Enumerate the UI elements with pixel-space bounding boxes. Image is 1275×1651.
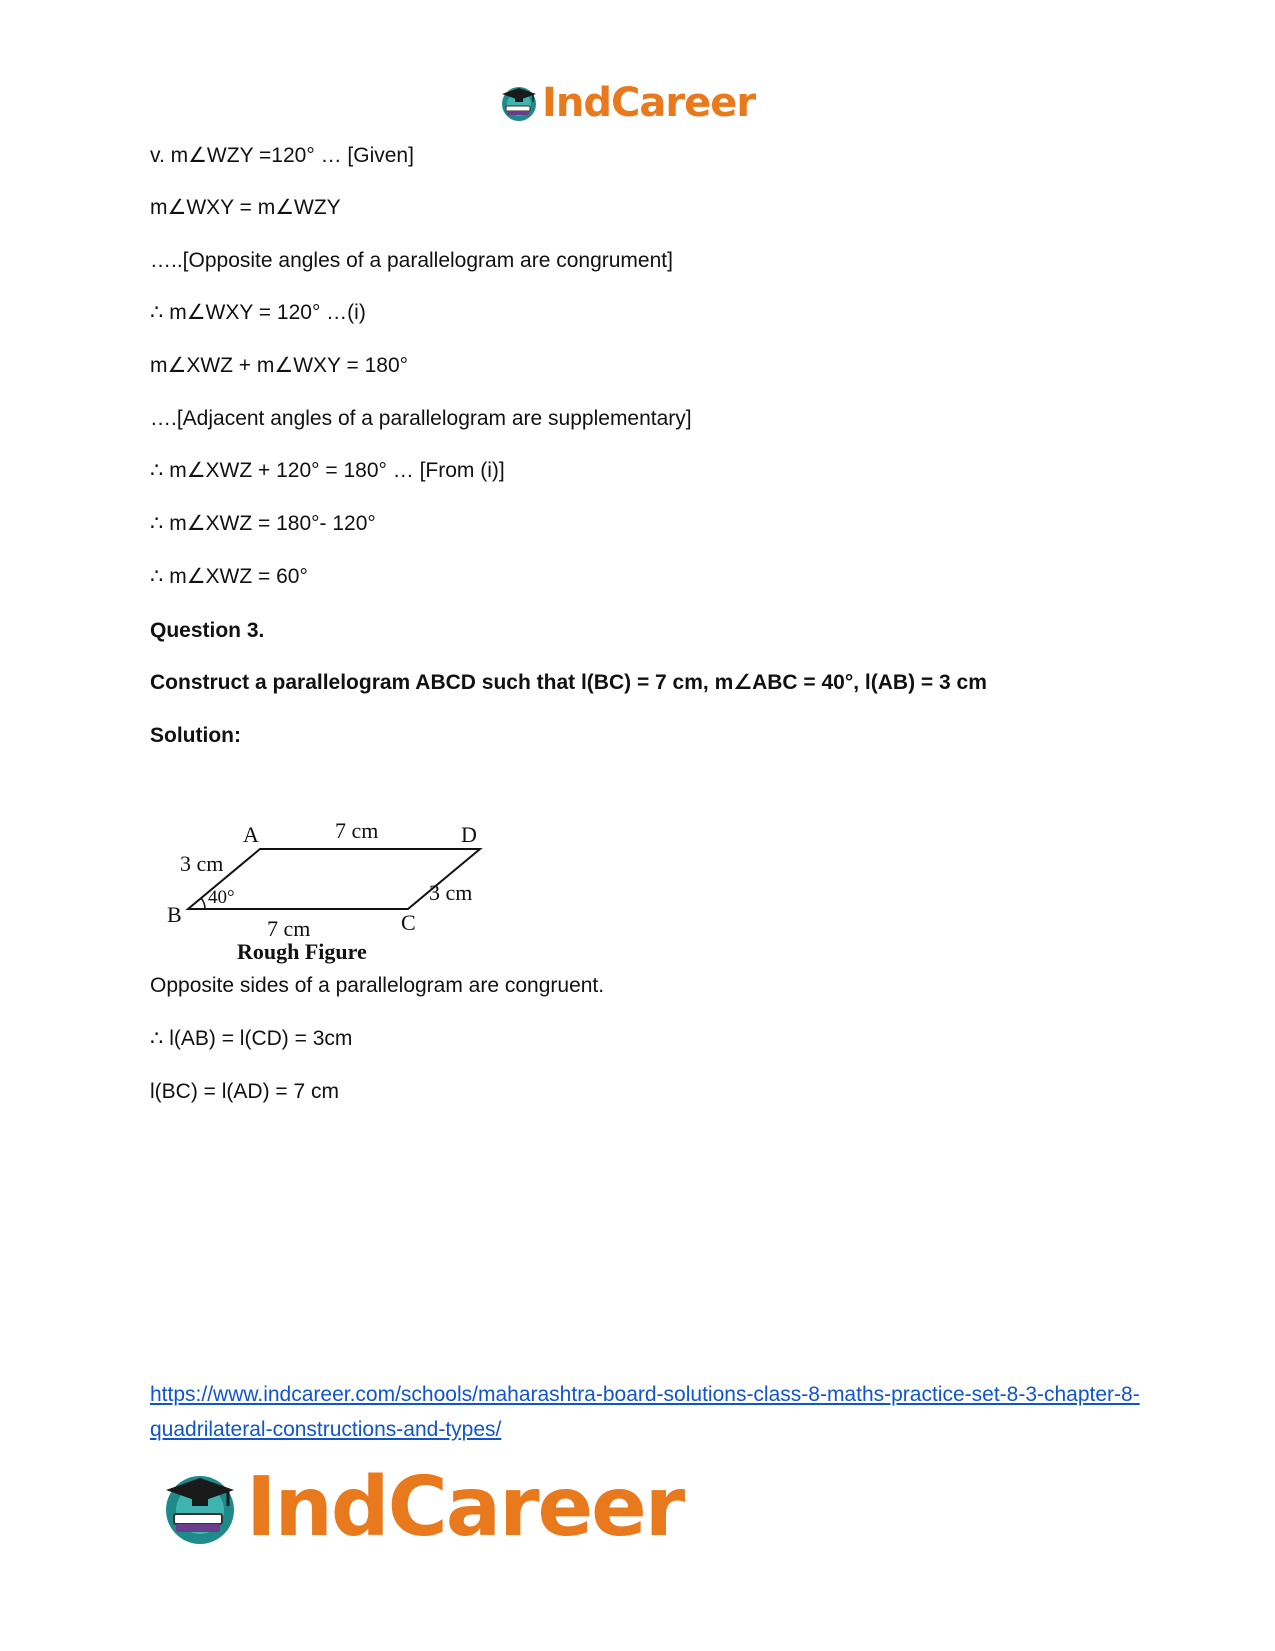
question-text: Construct a parallelogram ABCD such that l(BC) = 7 cm, m∠ABC = 40°, l(AB) = 3 cm bbox=[150, 671, 987, 694]
solution-label: Solution: bbox=[150, 724, 241, 747]
text-line: …..[Opposite angles of a parallelogram are congrument] bbox=[150, 249, 673, 272]
rough-figure-parallelogram bbox=[165, 812, 505, 972]
side-label-bottom: 7 cm bbox=[267, 916, 311, 941]
text-line: Opposite sides of a parallelogram are congruent. bbox=[150, 974, 605, 997]
side-label-left: 3 cm bbox=[180, 851, 224, 876]
side-label-right: 3 cm bbox=[429, 880, 473, 905]
text-line: m∠XWZ + m∠WXY = 180° bbox=[150, 354, 409, 377]
vertex-label-d: D bbox=[461, 822, 477, 847]
text-line: ∴ m∠XWZ = 60° bbox=[150, 565, 308, 588]
text-line: ∴ m∠WXY = 120° …(i) bbox=[150, 301, 366, 324]
text-line: l(BC) = l(AD) = 7 cm bbox=[150, 1080, 340, 1103]
text-line: ∴ l(AB) = l(CD) = 3cm bbox=[150, 1027, 353, 1050]
graduation-globe-icon bbox=[158, 1466, 242, 1550]
angle-label: 40° bbox=[208, 887, 235, 908]
figure-caption: Rough Figure bbox=[237, 939, 367, 964]
angle-arc bbox=[201, 898, 205, 909]
text-line: ∴ m∠XWZ = 180°- 120° bbox=[150, 512, 376, 535]
vertex-label-c: C bbox=[401, 910, 416, 935]
text-line: v. m∠WZY =120° … [Given] bbox=[150, 144, 414, 167]
graduation-globe-icon bbox=[498, 82, 540, 124]
header-logo bbox=[498, 78, 755, 128]
text-line: m∠WXY = m∠WZY bbox=[150, 196, 341, 219]
vertex-label-b: B bbox=[167, 902, 182, 927]
footer-logo-text: IndCareer bbox=[246, 1460, 684, 1555]
text-line: ….[Adjacent angles of a parallelogram are supplementary] bbox=[150, 407, 692, 430]
side-label-top: 7 cm bbox=[335, 818, 379, 843]
source-link[interactable]: https://www.indcareer.com/schools/maharashtra-board-solutions-class-8-maths-practice-set-8-3-chapter-8-quadrilateral-constructions-and-types/ bbox=[150, 1383, 1140, 1441]
vertex-label-a: A bbox=[243, 822, 259, 847]
footer-logo bbox=[158, 1458, 683, 1558]
question-heading: Question 3. bbox=[150, 619, 265, 642]
header-logo-text: IndCareer bbox=[542, 80, 756, 126]
text-line: ∴ m∠XWZ + 120° = 180° … [From (i)] bbox=[150, 459, 505, 482]
